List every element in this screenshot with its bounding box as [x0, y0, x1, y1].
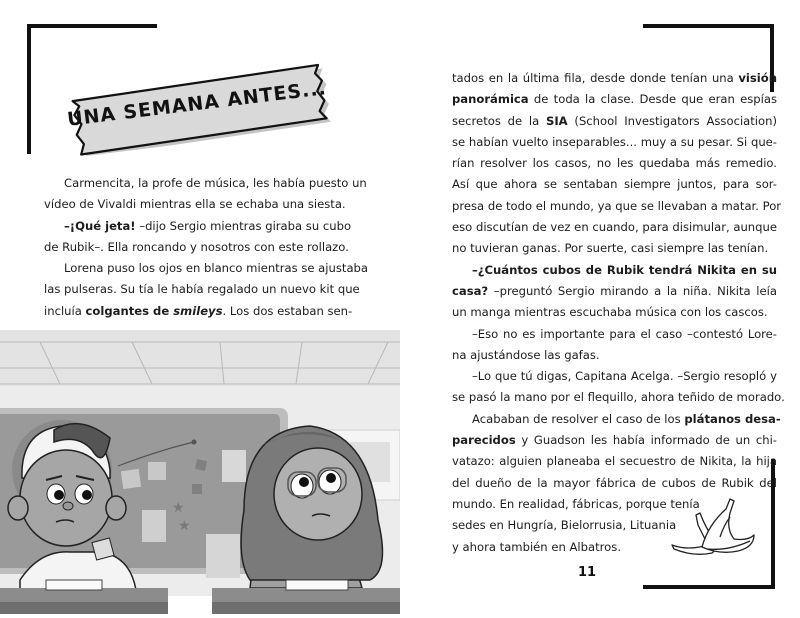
- text-run: sedes en Hungría, Bielorrusia, Lituania: [452, 518, 677, 533]
- text-run: un manga mientras escuchaba música con los cascos.: [452, 305, 768, 320]
- text-run: Carmencita, la profe de música, les había puesto un: [64, 176, 367, 190]
- text-run: –Lo que tú digas, Capitana Acelga. –Sergio resopló y: [472, 369, 777, 384]
- text-run: rían resolver los casos, no les quedaba más remedio.: [452, 156, 777, 171]
- emphasized-text: smileys: [173, 303, 223, 318]
- classroom-scene: [0, 330, 400, 614]
- text-run: eso discutían de vez en cuando, para disimular, aunque: [452, 220, 777, 235]
- corner-bracket-top-left-horizontal: [27, 24, 157, 28]
- text-line: [44, 216, 350, 237]
- emphasized-text: –¿Cuántos cubos de Rubik tendrá Nikita en su: [472, 262, 777, 277]
- text-line: [452, 260, 777, 281]
- text-line: [452, 89, 777, 110]
- emphasized-text: SIA: [546, 113, 568, 128]
- text-run: mundo. En realidad, fábricas, porque tenía: [452, 496, 700, 511]
- text-line: [44, 279, 360, 300]
- emphasized-text: plátanos desa-: [684, 411, 781, 426]
- text-run: no tuvieran ganas. Por suerte, casi siempre las tenían.: [452, 241, 769, 256]
- text-run: Acababan de resolver el caso de los: [472, 411, 685, 426]
- banana-peel-icon: [668, 495, 758, 561]
- text-run: las pulseras. Su tía le había regalado un nuevo kit que: [44, 282, 360, 297]
- text-line: [44, 173, 367, 194]
- text-line: [44, 258, 369, 279]
- text-line: [452, 473, 777, 494]
- text-line: [452, 281, 777, 302]
- text-run: (School Investigators Association): [567, 113, 777, 128]
- emphasized-text: casa?: [452, 283, 489, 298]
- emphasized-text: –¡Qué jeta!: [64, 218, 136, 233]
- text-run: –preguntó Sergio mirando a la niña. Nikita leía: [488, 283, 777, 298]
- emphasized-text: visión: [738, 71, 777, 85]
- right-page-text: [452, 68, 785, 558]
- text-run: incluía: [44, 303, 86, 318]
- text-line: [452, 430, 777, 451]
- text-run: vatazo: alguien planeaba el secuestro de Nikita, la hija: [452, 454, 777, 469]
- text-run: se habían vuelto inseparables... muy a su pesar. Si que-: [452, 134, 777, 149]
- text-line: [452, 238, 777, 259]
- text-line: [452, 494, 700, 515]
- text-run: –Eso no es importante para el caso –contestó Lore-: [472, 326, 777, 341]
- page-number: 11: [578, 565, 597, 580]
- text-line: [452, 451, 777, 472]
- text-run: tados en la última fila, desde donde tenían una: [452, 71, 739, 85]
- text-run: del dueño de la mayor fábrica de cubos de Rubik del: [452, 475, 777, 490]
- text-line: [44, 237, 350, 258]
- text-line: [452, 196, 782, 217]
- text-run: Lorena puso los ojos en blanco mientras se ajustaba: [64, 261, 369, 276]
- chapter-title-tape: [63, 60, 330, 149]
- classroom-illustration: [0, 330, 400, 614]
- corner-bracket-top-right-horizontal: [643, 24, 774, 28]
- text-line: [44, 194, 350, 215]
- text-line: [452, 515, 682, 536]
- text-line: [452, 132, 777, 153]
- text-run: na ajustándose las gafas.: [452, 347, 600, 362]
- text-run: secretos de la: [452, 113, 547, 128]
- emphasized-text: panorámica: [452, 92, 529, 107]
- corner-bracket-top-left-vertical: [27, 24, 31, 154]
- text-run: de toda la clase. Desde que eran espías: [528, 92, 777, 107]
- text-run: presa de todo el mundo, ya que se llevaban a matar. Por: [452, 198, 782, 213]
- text-run: vídeo de Vivaldi mientras ella se echaba una siesta.: [44, 197, 346, 212]
- left-page: [0, 0, 400, 614]
- text-line: [44, 301, 353, 322]
- text-run: . Los dos estaban sen-: [222, 303, 353, 318]
- text-line: [452, 217, 777, 238]
- text-run: Así que ahora se sentaban siempre juntos, para sor-: [452, 177, 777, 192]
- text-line: [452, 387, 785, 408]
- text-run: de Rubik–. Ella roncando y nosotros con este rollazo.: [44, 239, 349, 254]
- text-run: y Guadson les había informado de un chi-: [515, 433, 777, 448]
- text-run: –dijo Sergio mientras giraba su cubo: [135, 218, 352, 233]
- emphasized-text: parecidos: [452, 433, 516, 448]
- svg-text:★: ★: [172, 500, 185, 516]
- text-line: [452, 366, 777, 387]
- text-line: [452, 111, 777, 132]
- text-line: [452, 537, 682, 558]
- text-line: [452, 153, 777, 174]
- text-run: y ahora también en Albatros.: [452, 539, 621, 554]
- chapter-title: UNA SEMANA ANTES...: [65, 77, 328, 131]
- emphasized-text: colgantes de: [85, 303, 174, 318]
- svg-text:★: ★: [178, 518, 191, 534]
- corner-bracket-bottom-right-horizontal: [643, 585, 775, 589]
- text-line: [452, 68, 777, 89]
- left-page-text: [44, 173, 369, 322]
- text-line: [452, 302, 777, 323]
- text-run: se pasó la mano por el flequillo, ahora teñido de morado.: [452, 390, 785, 405]
- ceiling: [0, 330, 400, 386]
- text-line: [452, 174, 777, 195]
- text-line: [452, 409, 781, 430]
- text-line: [452, 345, 777, 366]
- text-line: [452, 324, 777, 345]
